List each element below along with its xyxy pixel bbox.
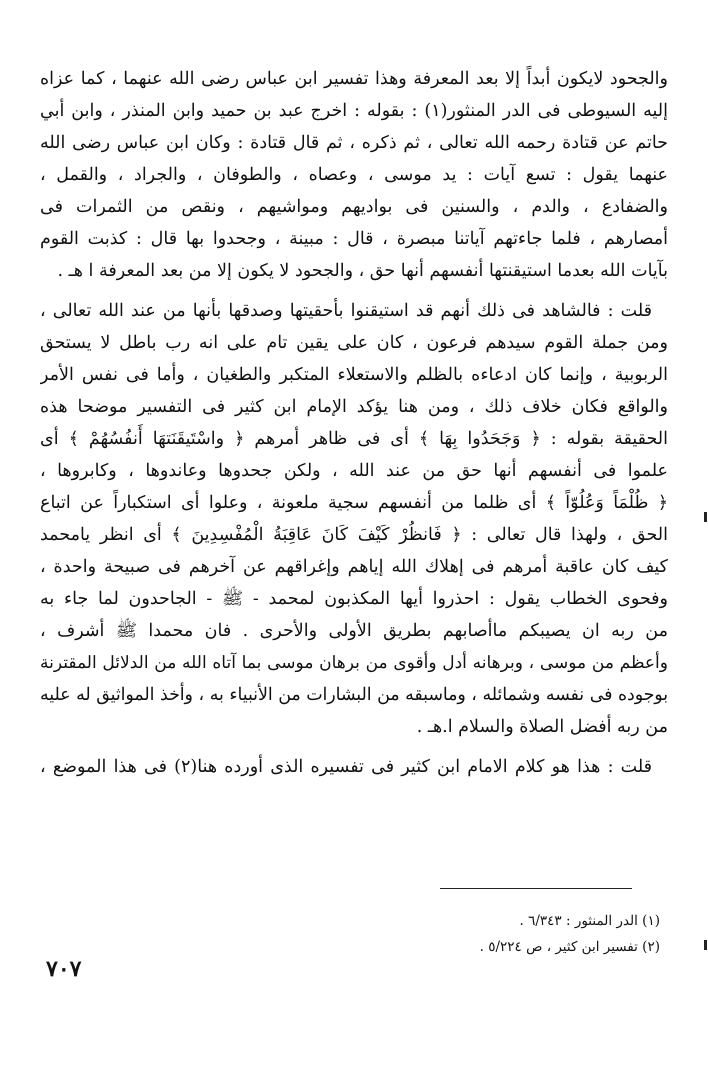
text-line: والجحود لايكون أبداً إلا بعد المعرفة وهذا تفسير ابن عباس رضى الله عنهما ، كما عزاه xyxy=(40,69,668,89)
text-line: عنهما يقول : تسع آيات : يد موسى ، وعصاه ، والطوفان ، والجراد ، والقمل ، xyxy=(40,165,668,185)
text-line: حاتم عن قتادة رحمه الله تعالى ، ثم ذكره ، ثم قال قتادة : وكان ابن عباس رضى الله xyxy=(40,133,668,153)
text-line: من ربه أفضل الصلاة والسلام ا.هـ . xyxy=(416,717,668,737)
text-line: قلت : هذا هو كلام الامام ابن كثير فى تفسيره الذى أورده هنا(٢) فى هذا الموضع ، xyxy=(40,757,652,777)
scan-mark xyxy=(704,940,707,950)
text-line: والواقع فكان خلاف ذلك ، ومن هنا يؤكد الإمام ابن كثير فى التفسير موضحا هذه xyxy=(40,397,668,417)
page-number: ٧٠٧ xyxy=(46,956,82,982)
text-line: كيف كان عاقبة أمرهم فى إهلاك الله إياهم وإغراقهم عن آخرهم فى صبيحة واحدة ، xyxy=(40,557,668,577)
footnote: (٢) تفسير ابن كثير ، ص ٥/٢٢٤ . xyxy=(479,939,660,955)
text-line: قلت : فالشاهد فى ذلك أنهم قد استيقنوا بأحقيتها وصدقها بأنها من عند الله تعالى ، xyxy=(40,301,652,321)
text-line: ومن جملة القوم سيدهم فرعون ، كان على يقين تام على انه رب باطل لا يستحق xyxy=(40,333,668,353)
text-line: والضفادع ، والدم ، والسنين فى بواديهم ومواشيهم ، ونقص من الثمرات فى xyxy=(40,197,668,217)
scan-mark xyxy=(704,512,707,522)
text-line: من ربه ان يصيبكم ماأصابهم بطريق الأولى والأحرى . فان محمدا ﷺ أشرف ، xyxy=(40,621,668,641)
text-line: وأعظم من موسى ، وبرهانه أدل وأقوى من برهان موسى بما آتاه الله من الدلائل المقترنة xyxy=(40,653,668,673)
text-line: أمصارهم ، فلما جاءتهم آياتنا مبصرة ، قال : مبينة ، وجحدوا بها قال : كذبت القوم xyxy=(40,229,668,249)
text-line: إليه السيوطى فى الدر المنثور(١) : بقوله : اخرج عبد بن حميد وابن المنذر ، وابن أبي xyxy=(40,101,668,121)
text-line: ﴿ ظُلْمَاً وَعُلُوّاً ﴾ أى ظلما من أنفسهم سجية ملعونة ، وعلوا أى استكباراً عن اتباع xyxy=(40,493,668,513)
text-line: الربوبية ، وإنما كان ادعاءه بالظلم والاستعلاء المتكبر والطغيان ، وأما فى نفس الأمر xyxy=(40,365,668,385)
text-line: بوجوده فى نفسه وشمائله ، وماسبقه من البشارات من الأنبياء به ، وأخذ المواثيق له عليه xyxy=(40,685,668,705)
footnote: (١) الدر المنثور : ٦/٣٤٣ . xyxy=(519,913,660,929)
text-line: بآيات الله بعدما استيقنتها أنفسهم أنها حق ، والجحود لا يكون إلا من بعد المعرفة ا هـ . xyxy=(57,261,668,281)
text-line: علموا فى أنفسهم أنها حق من عند الله ، ولكن جحدوها وعاندوها ، وكابروها ، xyxy=(40,461,668,481)
text-line: الحق ، ولهذا قال تعالى : ﴿ فَانظُرْ كَيْفَ كَانَ عَاقِبَةُ الْمُفْسِدِينَ ﴾ أى انظر يامحمد xyxy=(40,525,668,545)
text-line: وفحوى الخطاب يقول : احذروا أيها المكذبون لمحمد - ﷺ - الجاحدون لما جاء به xyxy=(40,589,668,609)
text-line: الحقيقة بقوله : ﴿ وَجَحَدُوا بِهَا ﴾ أى فى ظاهر أمرهم ﴿ واسْتَيقَنَتهَا أَنفُسُهُمْ ﴾ أى xyxy=(40,429,668,449)
footnote-separator xyxy=(440,888,632,889)
